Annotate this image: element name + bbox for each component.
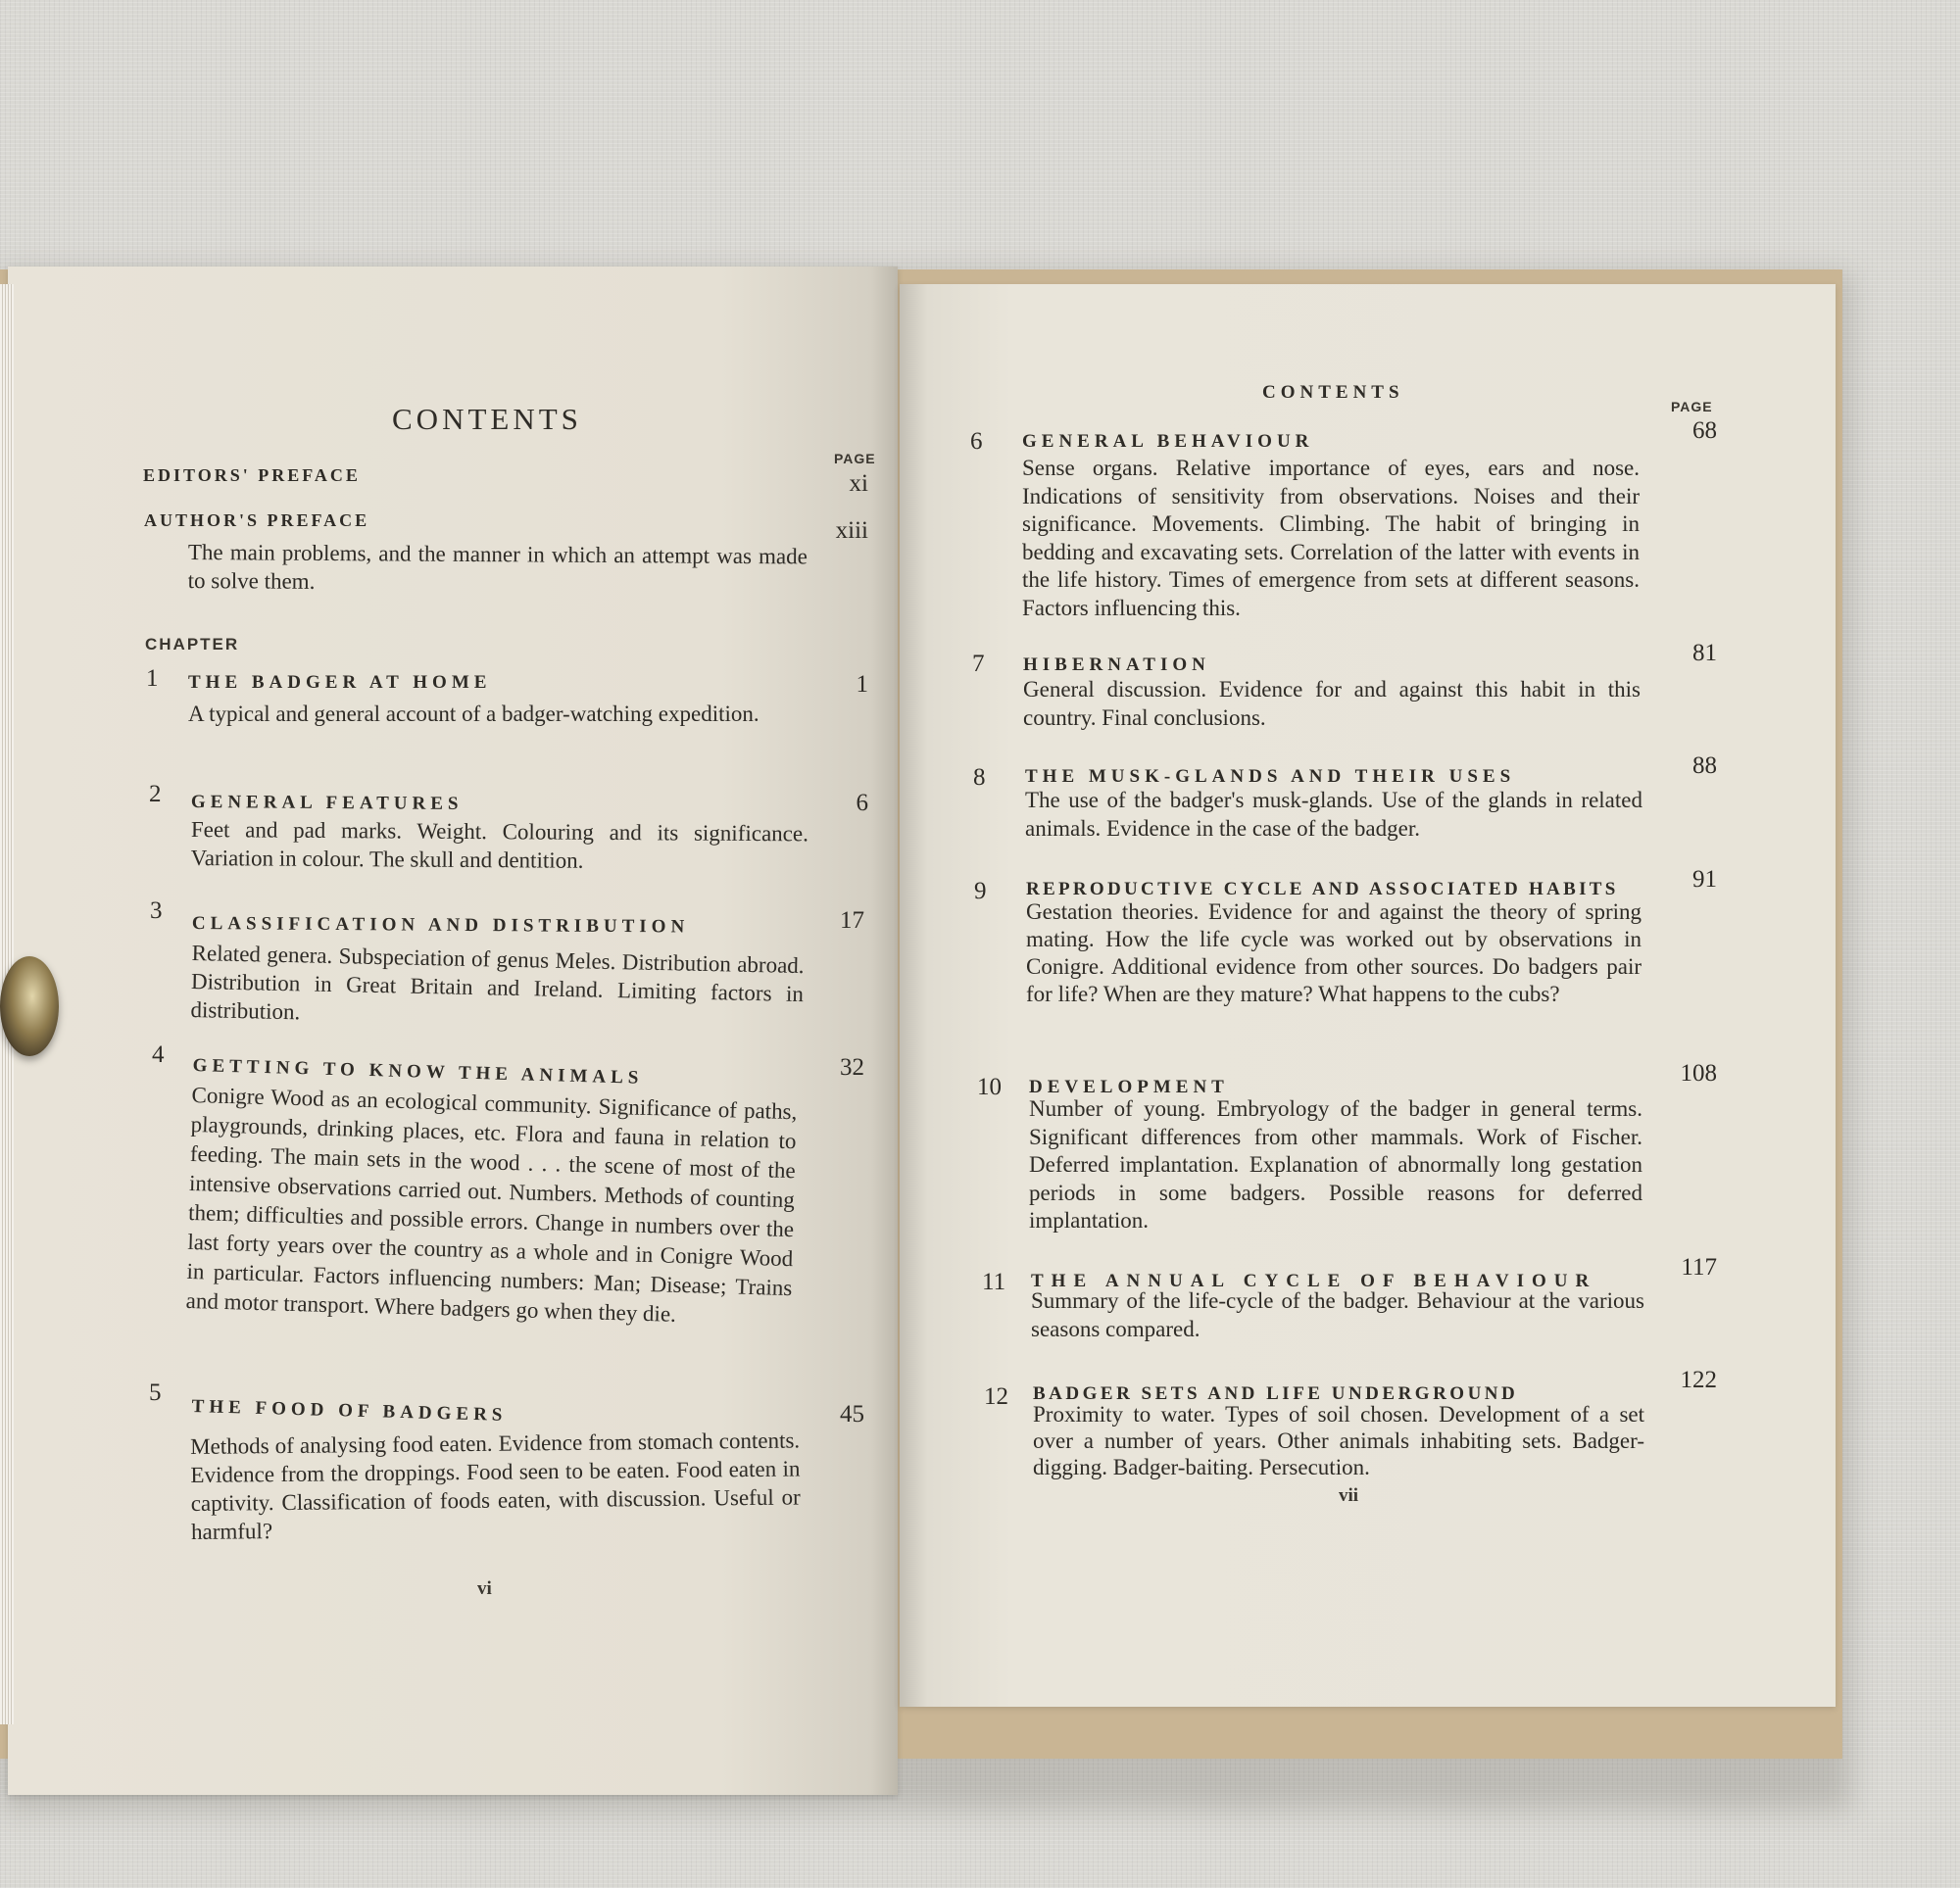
- chapter-page: 108: [1680, 1060, 1717, 1087]
- chapter-title: GENERAL FEATURES: [190, 792, 464, 814]
- chapter-title: THE FOOD OF BADGERS: [191, 1396, 508, 1426]
- ring-binding: [0, 956, 59, 1056]
- chapter-number: 3: [150, 897, 163, 924]
- chapter-number: 5: [149, 1380, 162, 1406]
- chapter-title: THE BADGER AT HOME: [188, 672, 492, 693]
- chapter-description: Proximity to water. Types of soil chosen. Development of a set over a number of years. Other animals inhabiting sets. Badger-digging. Badger-baiting. Persecution.: [1033, 1402, 1644, 1479]
- left-page-label: PAGE: [834, 451, 876, 466]
- chapter-page: 68: [1692, 417, 1717, 444]
- chapter-number: 2: [149, 781, 162, 807]
- chapter-title: HIBERNATION: [1023, 654, 1210, 675]
- authors-preface-page: xiii: [835, 517, 868, 544]
- chapter-title: DEVELOPMENT: [1029, 1077, 1229, 1097]
- chapter-description: A typical and general account of a badger-watching expedition.: [188, 702, 760, 726]
- chapter-page: 91: [1692, 866, 1717, 893]
- authors-preface-description: The main problems, and the manner in which an attempt was made to solve them.: [187, 539, 808, 594]
- chapter-description: Gestation theories. Evidence for and against the theory of spring mating. How the life cycle was worked out by observations in Conigre. Additional evidence from other sources. Do badgers pair for life? When are they mature? What happens to the cubs?: [1026, 899, 1642, 1006]
- chapter-page: 1: [856, 671, 868, 698]
- chapter-description: Related genera. Subspeciation of genus Meles. Distribution abroad. Distribution in Great Britain and Ireland. Limiting factors in distribution.: [190, 940, 805, 1025]
- chapter-title: THE MUSK-GLANDS AND THEIR USES: [1025, 766, 1516, 787]
- chapter-description: General discussion. Evidence for and against this habit in this country. Final conclusions.: [1023, 677, 1641, 730]
- chapter-page: 32: [840, 1054, 864, 1081]
- chapter-number: 12: [984, 1383, 1008, 1410]
- chapter-page: 117: [1681, 1254, 1717, 1281]
- chapter-number: 7: [972, 651, 985, 677]
- chapter-title: CLASSIFICATION AND DISTRIBUTION: [191, 913, 690, 938]
- chapter-number: 8: [973, 764, 986, 791]
- right-page-folio: vii: [1339, 1485, 1359, 1506]
- chapter-title: THE ANNUAL CYCLE OF BEHAVIOUR: [1031, 1271, 1597, 1291]
- chapter-number: 1: [146, 665, 159, 692]
- chapter-title: GETTING TO KNOW THE ANIMALS: [192, 1055, 644, 1089]
- right-page-title: CONTENTS: [1262, 382, 1404, 403]
- chapter-description: Feet and pad marks. Weight. Colouring and its significance. Variation in colour. The skull and dentition.: [190, 816, 808, 873]
- right-page-label: PAGE: [1671, 399, 1713, 414]
- chapter-number: 4: [152, 1041, 165, 1068]
- chapter-page: 17: [840, 907, 864, 934]
- chapter-description: Sense organs. Relative importance of eyes, ears and nose. Indications of sensitivity from observations. Noises and their significance. Movements. Climbing. The habit of bringing in bedding and excavating sets. Correlation of the latter with events in the life history. Times of emergence from sets at different seasons. Factors influencing this.: [1022, 456, 1640, 620]
- chapter-title: REPRODUCTIVE CYCLE AND ASSOCIATED HABITS: [1026, 879, 1619, 899]
- chapter-page: 6: [856, 790, 868, 816]
- chapter-description: Methods of analysing food eaten. Evidence from stomach contents. Evidence from the droppings. Food seen to be eaten. Food eaten in captivity. Classification of foods eaten, with discussion. Useful or harmful?: [190, 1428, 801, 1544]
- chapter-description: The use of the badger's musk-glands. Use of the glands in related animals. Evidence in the case of the badger.: [1025, 788, 1642, 841]
- chapter-description: Conigre Wood as an ecological community. Significance of paths, playgrounds, drinking places, etc. Flora and fauna in relation to feeding. The main sets in the wood . . . the scene of most of the intensive observations carried out. Numbers. Methods of counting them; difficulties and possible errors. Change in numbers over the last forty years over the country as a whole and in Conigre Wood in particular. Factors influencing numbers: Man; Disease; Trains and motor transport. Where badgers go when they die.: [185, 1082, 798, 1327]
- chapter-number: 6: [970, 428, 983, 455]
- chapter-description: Number of young. Embryology of the badger in general terms. Significant differences from other mammals. Work of Fischer. Deferred implantation. Explanation of abnormally long gestation periods in some badgers. Possible reasons for deferred implantation.: [1029, 1096, 1642, 1233]
- chapter-number: 11: [982, 1269, 1006, 1295]
- chapter-title: BADGER SETS AND LIFE UNDERGROUND: [1033, 1383, 1519, 1404]
- editors-preface-page: xi: [849, 470, 868, 497]
- chapter-description: Summary of the life-cycle of the badger. Behaviour at the various seasons compared.: [1031, 1288, 1644, 1341]
- chapter-number: 10: [977, 1074, 1002, 1100]
- chapter-title: GENERAL BEHAVIOUR: [1022, 431, 1314, 452]
- left-page-title: CONTENTS: [392, 402, 582, 436]
- chapter-number: 9: [974, 878, 987, 904]
- left-page-folio: vi: [477, 1578, 492, 1599]
- chapter-page: 45: [840, 1401, 864, 1428]
- chapter-page: 81: [1692, 640, 1717, 666]
- authors-preface-title: AUTHOR'S PREFACE: [144, 510, 370, 530]
- editors-preface-title: EDITORS' PREFACE: [143, 465, 361, 485]
- chapter-page: 88: [1692, 752, 1717, 779]
- chapter-page: 122: [1680, 1367, 1717, 1393]
- chapter-label: CHAPTER: [145, 635, 240, 654]
